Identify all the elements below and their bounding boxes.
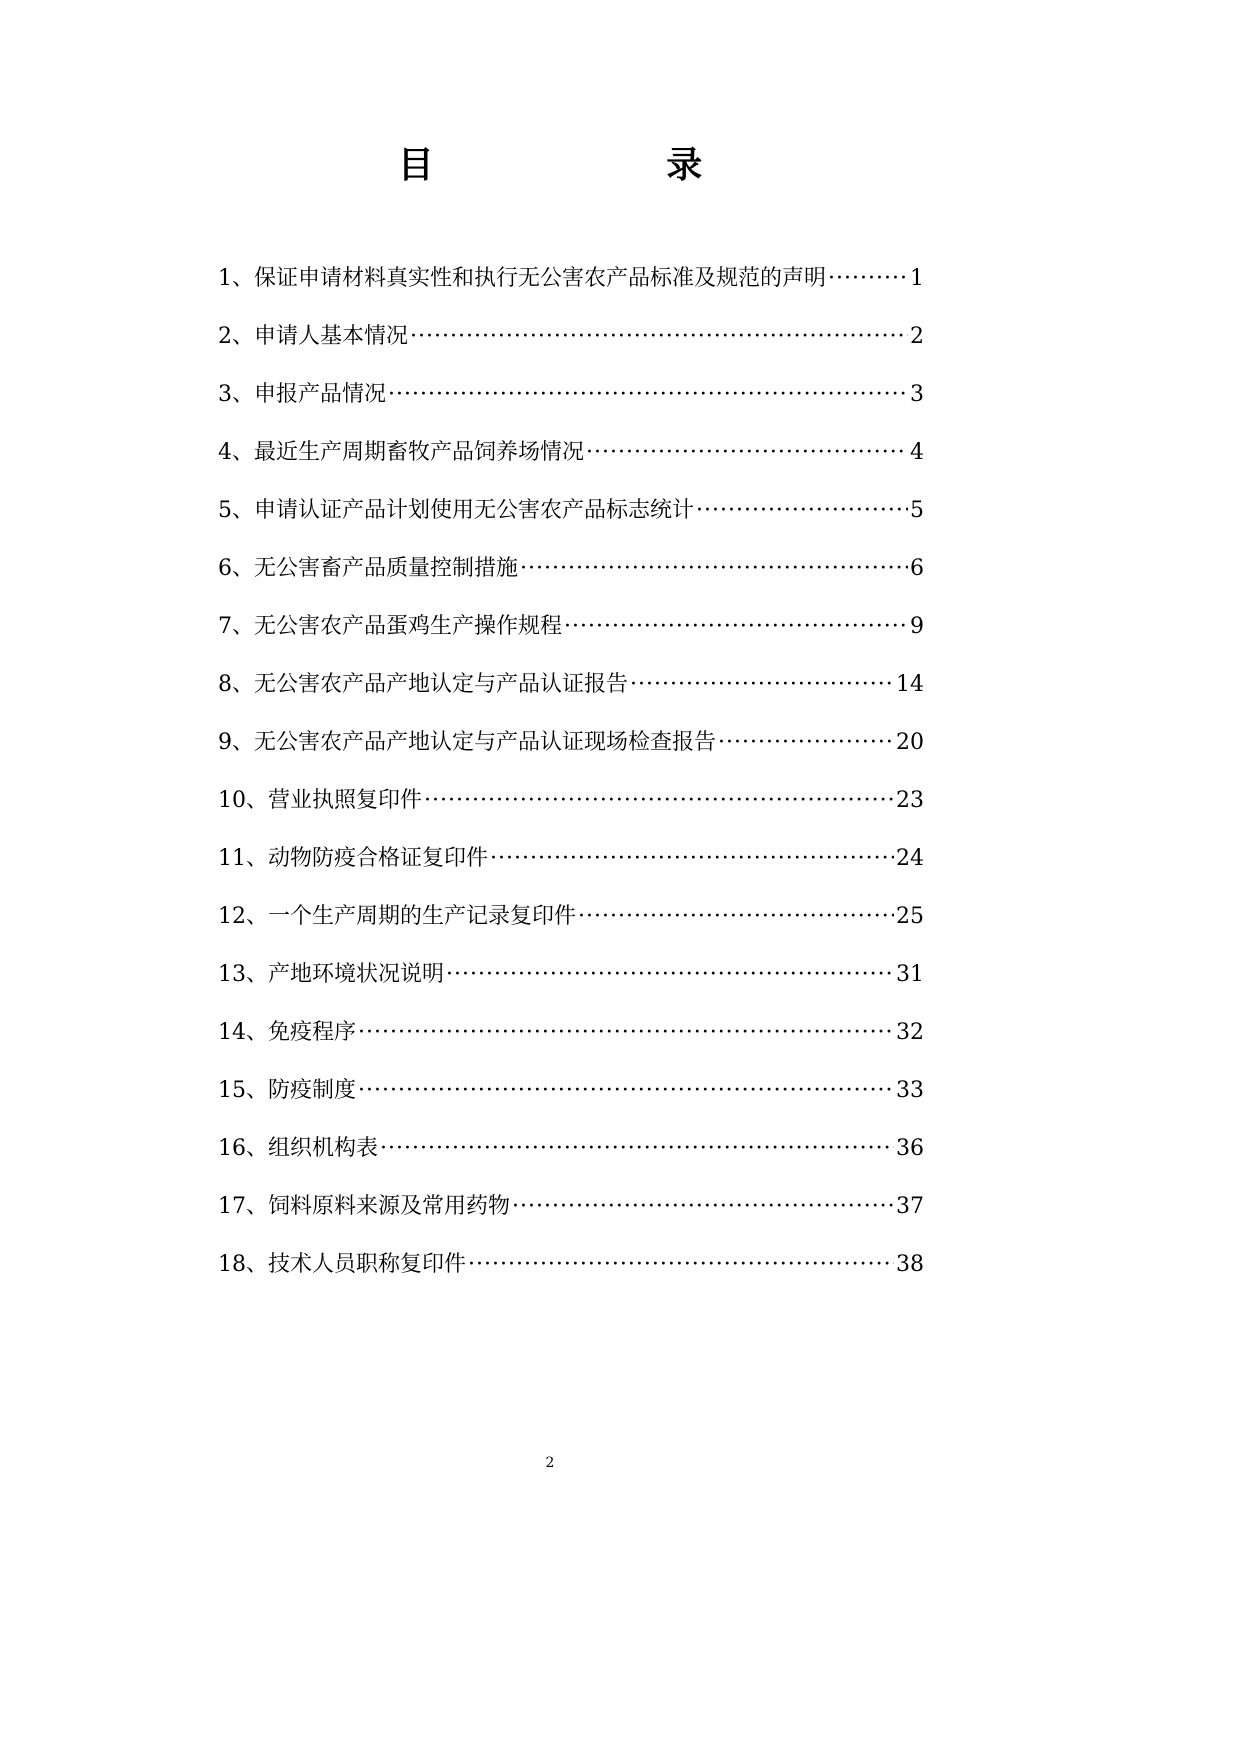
toc-entry-label: 15、防疫制度 bbox=[218, 1078, 356, 1103]
toc-entry-page: 36 bbox=[896, 1136, 924, 1161]
toc-entry bbox=[218, 1128, 924, 1186]
toc-entry bbox=[218, 490, 924, 548]
toc-entry bbox=[218, 838, 924, 896]
table-of-contents bbox=[218, 258, 924, 1302]
toc-entry-page: 5 bbox=[910, 498, 924, 523]
toc-entry-page: 3 bbox=[910, 382, 924, 407]
toc-entry-page: 9 bbox=[910, 614, 924, 639]
toc-dot-leader bbox=[446, 954, 894, 996]
toc-dot-leader bbox=[358, 1070, 894, 1112]
toc-dot-leader bbox=[512, 1186, 894, 1228]
toc-dot-leader bbox=[718, 722, 894, 764]
toc-dot-leader bbox=[358, 1012, 894, 1054]
toc-entry-label: 16、组织机构表 bbox=[218, 1136, 378, 1161]
toc-entry bbox=[218, 664, 924, 722]
toc-dot-leader bbox=[388, 374, 908, 416]
toc-entry-label: 10、营业执照复印件 bbox=[218, 788, 422, 813]
toc-entry-page: 24 bbox=[896, 846, 924, 871]
page-title: 目 录 bbox=[397, 145, 813, 186]
toc-entry bbox=[218, 316, 924, 374]
toc-dot-leader bbox=[410, 316, 908, 358]
toc-entry bbox=[218, 1186, 924, 1244]
toc-entry bbox=[218, 1012, 924, 1070]
toc-entry-label: 8、无公害农产品产地认定与产品认证报告 bbox=[218, 672, 628, 697]
toc-entry-page: 38 bbox=[896, 1252, 924, 1277]
toc-dot-leader bbox=[490, 838, 894, 880]
toc-entry-label: 1、保证申请材料真实性和执行无公害农产品标准及规范的声明 bbox=[218, 266, 826, 291]
toc-entry-page: 37 bbox=[896, 1194, 924, 1219]
toc-entry bbox=[218, 606, 924, 664]
toc-entry-page: 2 bbox=[910, 324, 924, 349]
toc-entry-page: 20 bbox=[896, 730, 924, 755]
toc-entry bbox=[218, 1070, 924, 1128]
page-number: 2 bbox=[545, 1455, 555, 1471]
toc-dot-leader bbox=[424, 780, 894, 822]
toc-entry bbox=[218, 896, 924, 954]
toc-entry bbox=[218, 432, 924, 490]
toc-entry-page: 32 bbox=[896, 1020, 924, 1045]
toc-dot-leader bbox=[578, 896, 894, 938]
toc-entry-label: 9、无公害农产品产地认定与产品认证现场检查报告 bbox=[218, 730, 716, 755]
toc-entry-page: 23 bbox=[896, 788, 924, 813]
toc-entry bbox=[218, 780, 924, 838]
toc-entry bbox=[218, 548, 924, 606]
toc-entry-page: 14 bbox=[896, 672, 924, 697]
toc-dot-leader bbox=[380, 1128, 894, 1170]
toc-entry-label: 18、技术人员职称复印件 bbox=[218, 1252, 466, 1277]
toc-dot-leader bbox=[468, 1244, 894, 1286]
toc-entry-label: 12、一个生产周期的生产记录复印件 bbox=[218, 904, 576, 929]
toc-entry bbox=[218, 722, 924, 780]
toc-entry bbox=[218, 258, 924, 316]
toc-entry-label: 3、申报产品情况 bbox=[218, 382, 386, 407]
toc-entry-label: 17、饲料原料来源及常用药物 bbox=[218, 1194, 510, 1219]
toc-dot-leader bbox=[520, 548, 908, 590]
toc-dot-leader bbox=[630, 664, 894, 706]
toc-entry bbox=[218, 954, 924, 1012]
toc-entry-label: 4、最近生产周期畜牧产品饲养场情况 bbox=[218, 440, 584, 465]
toc-entry-label: 6、无公害畜产品质量控制措施 bbox=[218, 556, 518, 581]
toc-entry bbox=[218, 1244, 924, 1302]
toc-entry-label: 7、无公害农产品蛋鸡生产操作规程 bbox=[218, 614, 562, 639]
toc-entry-label: 13、产地环境状况说明 bbox=[218, 962, 444, 987]
toc-dot-leader bbox=[564, 606, 908, 648]
toc-entry-page: 4 bbox=[910, 440, 924, 465]
toc-entry-label: 11、动物防疫合格证复印件 bbox=[218, 846, 488, 871]
toc-dot-leader bbox=[696, 490, 908, 532]
toc-entry-page: 33 bbox=[896, 1078, 924, 1103]
toc-entry-label: 2、申请人基本情况 bbox=[218, 324, 408, 349]
toc-entry bbox=[218, 374, 924, 432]
toc-dot-leader bbox=[828, 258, 908, 300]
toc-entry-page: 6 bbox=[910, 556, 924, 581]
toc-entry-page: 31 bbox=[896, 962, 924, 987]
toc-entry-page: 1 bbox=[910, 266, 924, 291]
toc-entry-label: 14、免疫程序 bbox=[218, 1020, 356, 1045]
toc-dot-leader bbox=[586, 432, 908, 474]
toc-entry-page: 25 bbox=[896, 904, 924, 929]
toc-entry-label: 5、申请认证产品计划使用无公害农产品标志统计 bbox=[218, 498, 694, 523]
